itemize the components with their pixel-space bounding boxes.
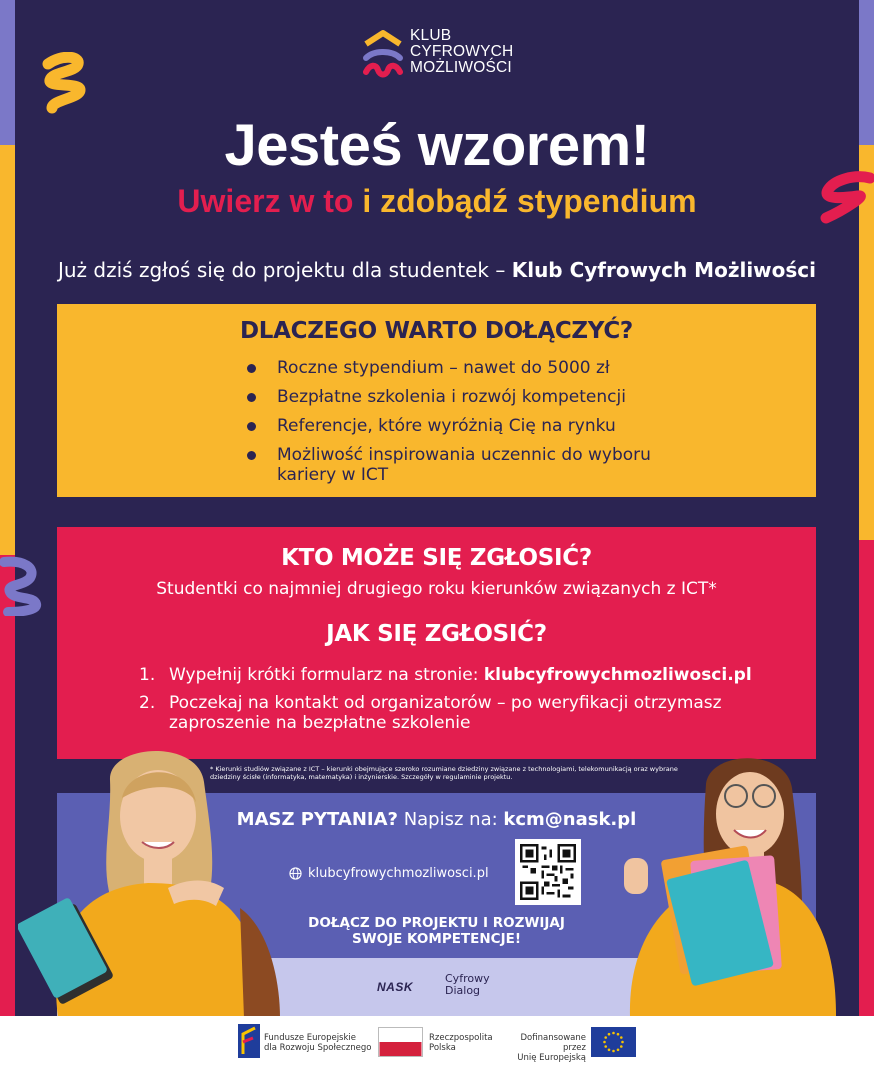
eligibility-box xyxy=(57,527,816,759)
nask-logo: NASK xyxy=(377,980,414,994)
club-logo xyxy=(362,28,513,80)
fe-text xyxy=(264,1033,371,1053)
intro-text xyxy=(0,258,874,282)
yellow-squiggle-icon xyxy=(38,52,92,116)
who-text: Studentki co najmniej drugiego roku kierunków związanych z ICT* xyxy=(156,579,717,599)
fe-logo-icon xyxy=(238,1024,260,1058)
list-item: Referencje, które wyróżnią Cię na rynku xyxy=(247,416,687,436)
step-text: Poczekaj na kontakt od organizatorów – po weryfikacji otrzymasz zaproszenie na bezpłatne szkolenie xyxy=(169,693,722,733)
subheadline-part-1: Uwierz w to xyxy=(177,183,354,219)
student-right-illustration xyxy=(610,748,840,1016)
list-item: Bezpłatne szkolenia i rozwój kompetencji xyxy=(247,387,687,407)
eu-flag-icon xyxy=(591,1027,636,1057)
website-link[interactable]: klubcyfrowychmozliwosci.pl xyxy=(483,665,752,685)
website-link[interactable]: klubcyfrowychmozliwosci.pl xyxy=(308,866,489,881)
lavender-squiggle-icon xyxy=(0,556,44,616)
why-title: DLACZEGO WARTO DOŁĄCZYĆ? xyxy=(240,318,633,344)
step-text: Wypełnij krótki formularz na stronie: xyxy=(169,665,484,685)
logo-text xyxy=(410,28,513,76)
join-line-2: SWOJE KOMPETENCJE! xyxy=(352,931,521,947)
how-title: JAK SIĘ ZGŁOSIĆ? xyxy=(326,621,547,647)
question-text: Napisz na: xyxy=(397,809,504,830)
logo-line-3: MOŻLIWOŚCI xyxy=(410,59,512,76)
subheadline xyxy=(0,183,874,220)
eu-line-2: Unię Europejską xyxy=(517,1053,586,1063)
eu-line-1: Dofinansowane przez xyxy=(520,1033,586,1053)
cyfrowy-line-1: Cyfrowy xyxy=(445,972,490,985)
logo-mark-icon xyxy=(362,28,404,80)
email-link[interactable]: kcm@nask.pl xyxy=(503,809,637,830)
polish-flag-icon xyxy=(378,1027,423,1057)
logo-line-1: KLUB xyxy=(410,27,452,44)
fe-line-2: dla Rozwoju Społecznego xyxy=(264,1043,372,1053)
list-item xyxy=(139,665,779,685)
list-item xyxy=(139,693,779,733)
student-left-illustration xyxy=(18,738,318,1018)
subheadline-part-2: i zdobądź stypendium xyxy=(362,183,697,219)
right-stripe-pink xyxy=(859,540,874,1020)
headline: Jesteś wzorem! xyxy=(224,113,650,178)
footnote: * Kierunki studiów związane z ICT – kierunki obejmujące szeroko rozumiane dziedziny związane z technologiami, telekomunikacją oraz wybrane dziedziny ścisłe (informatyka, matematyka) i inżynierskie. Szczegóły w regulaminie projektu. xyxy=(210,765,678,781)
cyfrowy-dialog-logo xyxy=(445,973,490,997)
list-item: Możliwość inspirowania uczennic do wyboru kariery w ICT xyxy=(247,445,687,485)
cyfrowy-line-2: Dialog xyxy=(445,984,481,997)
step-number: 1. xyxy=(139,665,156,685)
qr-code-icon[interactable] xyxy=(515,839,581,905)
left-stripe-pink xyxy=(0,555,15,1025)
intro-bold: Klub Cyfrowych Możliwości xyxy=(511,258,817,282)
website-row xyxy=(289,866,489,881)
pl-line-1: Rzeczpospolita xyxy=(429,1033,493,1043)
why-join-box xyxy=(57,304,816,497)
who-title: KTO MOŻE SIĘ ZGŁOSIĆ? xyxy=(281,545,592,571)
list-item: Roczne stypendium – nawet do 5000 zł xyxy=(247,358,687,378)
fe-line-1: Fundusze Europejskie xyxy=(264,1033,356,1043)
intro-plain: Już dziś zgłoś się do projektu dla studentek – xyxy=(57,258,512,282)
eu-text xyxy=(502,1033,586,1063)
step-number: 2. xyxy=(139,693,156,713)
join-line-1: DOŁĄCZ DO PROJEKTU I ROZWIJAJ xyxy=(308,915,565,931)
logo-line-2: CYFROWYCH xyxy=(410,43,514,60)
steps-list xyxy=(139,665,779,741)
funding-bar xyxy=(0,1016,874,1080)
question-bold: MASZ PYTANIA? xyxy=(236,809,398,830)
benefits-list xyxy=(247,358,687,494)
pl-text xyxy=(429,1033,493,1053)
pl-line-2: Polska xyxy=(429,1043,456,1053)
